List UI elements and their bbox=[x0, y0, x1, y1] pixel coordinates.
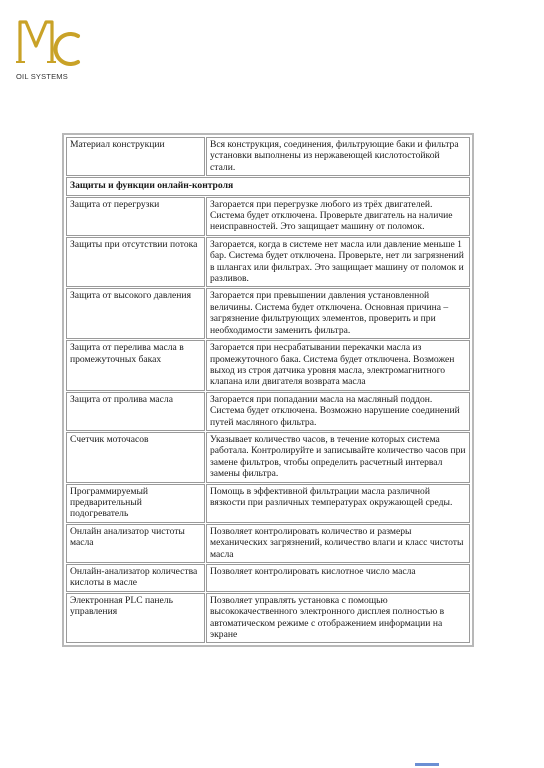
row-value: Позволяет управлять установка с помощью высококачественного электронного дисплея полностью в автоматическом режиме с отображением информации на экране bbox=[206, 593, 470, 644]
row-label: Счетчик моточасов bbox=[66, 432, 205, 483]
page-edge-marker bbox=[415, 763, 439, 766]
table-row bbox=[66, 524, 470, 563]
table-row bbox=[66, 593, 470, 644]
row-value: Вся конструкция, соединения, фильтрующие баки и фильтра установки выполнены из нержавеющей кислотостойкой стали. bbox=[206, 137, 470, 176]
row-value: Позволяет контролировать количество и размеры механических загрязнений, количество влаги и класс чистоты масла bbox=[206, 524, 470, 563]
table-row bbox=[66, 564, 470, 592]
table-section-row bbox=[66, 177, 470, 195]
row-value: Загорается при попадании масла на масляный поддон. Система будет отключена. Возможно нарушение соединений путей масляного фильтра. bbox=[206, 392, 470, 431]
row-value: Позволяет контролировать кислотное число масла bbox=[206, 564, 470, 592]
table-row bbox=[66, 237, 470, 288]
row-label: Онлайн-анализатор количества кислоты в масле bbox=[66, 564, 205, 592]
logo-company-name: OIL SYSTEMS bbox=[16, 72, 68, 81]
table-row bbox=[66, 392, 470, 431]
table-row bbox=[66, 432, 470, 483]
mc-monogram bbox=[14, 12, 94, 74]
table-row bbox=[66, 197, 470, 236]
row-value: Указывает количество часов, в течение которых система работала. Контролируйте и записывайте количество часов при замене фильтров, чтобы определить расчетный интервал замены фильтра. bbox=[206, 432, 470, 483]
row-value: Загорается при несрабатывании перекачки масла из промежуточного бака. Система будет отключена. Возможен выход из строя датчика уровня масла, электромагнитного клапана или двигателя возврата масла bbox=[206, 340, 470, 391]
specification-table bbox=[62, 133, 474, 647]
table-row bbox=[66, 340, 470, 391]
company-logo bbox=[14, 12, 94, 84]
row-label: Защита от пролива масла bbox=[66, 392, 205, 431]
row-value: Загорается при превышении давления установленной величины. Система будет отключена. Основная причина – загрязнение фильтрующих элементов, проверить и при необходимости заменить фильтра. bbox=[206, 288, 470, 339]
row-label: Защита от высокого давления bbox=[66, 288, 205, 339]
row-label: Материал конструкции bbox=[66, 137, 205, 176]
section-title: Защиты и функции онлайн-контроля bbox=[66, 177, 470, 195]
row-value: Загорается, когда в системе нет масла или давление меньше 1 бар. Система будет отключена. Проверьте, нет ли загрязнений в шлангах или фильтрах. Это защищает машину от поломок и разливов. bbox=[206, 237, 470, 288]
row-label: Защита от перелива масла в промежуточных баках bbox=[66, 340, 205, 391]
row-value: Помощь в эффективной фильтрации масла различной вязкости при различных температурах окружающей среды. bbox=[206, 484, 470, 523]
row-value: Загорается при перегрузке любого из трёх двигателей. Система будет отключена. Проверьте двигатель на наличие неисправностей. Это защищает машину от поломок. bbox=[206, 197, 470, 236]
table-row bbox=[66, 484, 470, 523]
row-label: Защита от перегрузки bbox=[66, 197, 205, 236]
row-label: Онлайн анализатор чистоты масла bbox=[66, 524, 205, 563]
row-label: Программируемый предварительный подогреватель bbox=[66, 484, 205, 523]
row-label: Электронная PLC панель управления bbox=[66, 593, 205, 644]
row-label: Защиты при отсутствии потока bbox=[66, 237, 205, 288]
table-row bbox=[66, 288, 470, 339]
table-row-material bbox=[66, 137, 470, 176]
